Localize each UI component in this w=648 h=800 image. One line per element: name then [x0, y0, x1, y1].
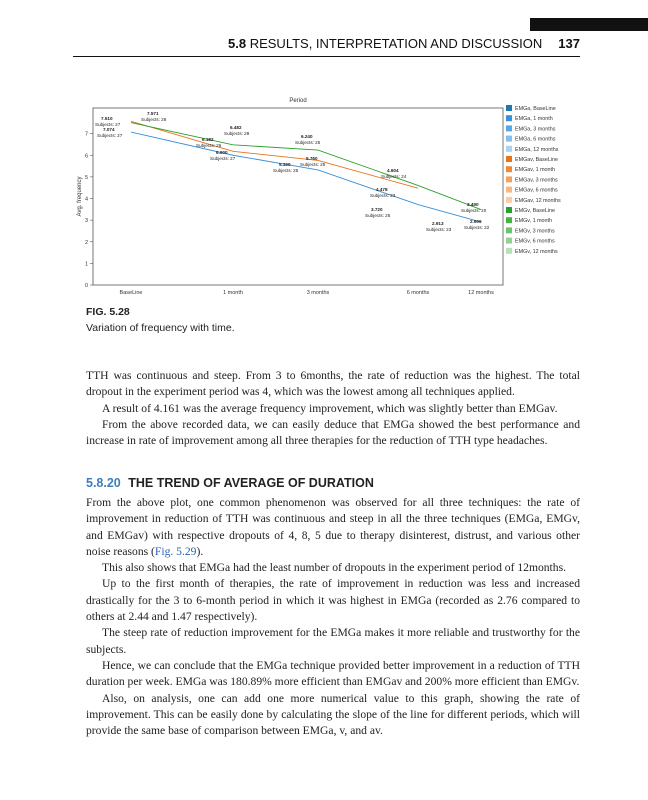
legend-entry: EMGav, BaseLine	[515, 157, 559, 163]
data-label-value: 6.000	[216, 150, 228, 155]
y-tick-label: 3	[84, 218, 88, 225]
legend-swatch	[506, 207, 512, 213]
y-tick-label: 4	[84, 196, 88, 203]
running-head	[228, 36, 580, 51]
legend-swatch	[506, 217, 512, 223]
section-heading	[86, 476, 374, 490]
data-label-value: 6.240	[301, 134, 313, 139]
data-label-subjects: Subjects: 22	[464, 225, 490, 230]
legend-swatch	[506, 238, 512, 244]
legend-entry: EMGv, 3 months	[515, 228, 555, 235]
x-tick-label: 12 months	[468, 290, 494, 296]
data-label-value: 7.074	[103, 127, 115, 132]
data-label-subjects: Subjects: 25	[273, 168, 299, 173]
data-label-subjects: Subjects: 23	[426, 227, 452, 232]
y-tick-label: 5	[84, 174, 88, 181]
data-label-subjects: Subjects: 24	[381, 174, 407, 179]
legend-entry: EMGa, 6 months	[515, 136, 556, 143]
figure-caption: Variation of frequency with time.	[86, 322, 235, 334]
running-head-title: 5.8 RESULTS, INTERPRETATION AND DISCUSSION	[228, 36, 543, 51]
data-label-value: 6.482	[230, 125, 242, 130]
y-tick-label: 7	[84, 131, 88, 138]
legend-entry: EMGav, 12 months	[515, 197, 561, 204]
legend-swatch	[506, 156, 512, 162]
data-label-value: 6.182	[202, 137, 214, 142]
legend-swatch	[506, 176, 512, 182]
legend-entry: EMGa, 1 month	[515, 116, 553, 123]
header-bar	[530, 18, 648, 31]
paragraph: This also shows that EMGa had the least number of dropouts in the experiment period of 12months.	[102, 561, 566, 575]
legend-swatch	[506, 187, 512, 193]
data-label-subjects: Subjects: 25	[365, 213, 391, 218]
legend-swatch	[506, 166, 512, 172]
legend-entry: EMGv, 1 month	[515, 218, 553, 225]
data-label-value: 2.909	[470, 219, 482, 224]
section-number: 5.8.20	[86, 476, 121, 490]
data-label-value: 2.913	[432, 221, 444, 226]
data-label-value: 5.320	[279, 162, 291, 167]
y-tick-label: 0	[84, 283, 88, 289]
x-tick-label: BaseLine	[119, 290, 143, 296]
legend-swatch	[506, 146, 512, 152]
paragraph: The steep rate of reduction improvement for the EMGa makes it more reliable and trustworthy for the subjects.	[86, 626, 580, 656]
x-tick-label: 3 months	[306, 290, 330, 296]
data-label-subjects: Subjects: 27	[210, 156, 236, 161]
data-label-subjects: Subjects: 20	[461, 208, 487, 213]
chart-title: Period	[289, 98, 307, 104]
x-tick-label: 1 month	[223, 290, 243, 296]
data-label-value: 3.490	[467, 202, 479, 207]
y-axis-label: Avg. frequency	[77, 176, 83, 217]
legend-entry: EMGav, 1 month	[515, 167, 556, 174]
paragraph: Hence, we can conclude that the EMGa technique provided better improvement in a reduction of TTH duration per week. EMGa was 180.89% more efficient than EMGav and 200% more efficient than EMGv.	[86, 658, 580, 689]
data-label-value: 3.720	[371, 207, 383, 212]
legend-swatch	[506, 197, 512, 203]
data-label-subjects: Subjects: 25	[300, 162, 326, 167]
legend-swatch	[506, 248, 512, 254]
legend-swatch	[506, 125, 512, 131]
legend-entry: EMGv, 6 months	[515, 238, 555, 245]
section-title: THE TREND OF AVERAGE OF DURATION	[128, 476, 374, 490]
body-text-top	[86, 368, 580, 449]
figure-reference-link[interactable]: Fig. 5.29	[154, 544, 197, 558]
y-tick-label: 2	[84, 239, 88, 246]
data-label-value: 5.760	[306, 156, 318, 161]
page-number: 137	[558, 36, 580, 51]
data-label-subjects: Subjects: 23	[370, 193, 396, 198]
data-label-subjects: Subjects: 26	[196, 143, 222, 148]
data-label-value: 7.510	[101, 116, 113, 121]
legend-entry: EMGav, 6 months	[515, 187, 558, 194]
legend-swatch	[506, 115, 512, 121]
data-label-value: 4.604	[387, 168, 399, 173]
y-tick-label: 1	[84, 261, 88, 268]
figure-label: FIG. 5.28	[86, 306, 130, 318]
legend-swatch	[506, 227, 512, 233]
data-label-subjects: Subjects: 27	[95, 122, 121, 127]
paragraph: Also, on analysis, one can add one more numerical value to this graph, showing the rate of improvement. This can be easily done by calculating the slope of the line for different periods, which will provide the same base of comparison between EMGa, v, and av.	[86, 691, 580, 738]
legend-entry: EMGa, 12 months	[515, 146, 559, 153]
paragraph: Up to the first month of therapies, the rate of improvement in reduction was less and increased drastically for the 3 to 6-month period in which it was highest in EMGa (recorded as 2.76 compared to others at 2.44 and 1.47 respectively).	[86, 577, 580, 624]
legend-swatch	[506, 136, 512, 142]
legend-entry: EMGa, 3 months	[515, 126, 556, 133]
data-label-subjects: Subjects: 27	[97, 133, 123, 138]
plot-frame	[93, 108, 503, 285]
legend-entry: EMGv, BaseLine	[515, 208, 556, 214]
data-label-value: 4.478	[376, 187, 388, 192]
legend-entry: EMGv, 12 months	[515, 248, 558, 255]
legend-entry: EMGav, 3 months	[515, 177, 558, 184]
paragraph: A result of 4.161 was the average frequency improvement, which was slightly better than EMGav.	[102, 401, 558, 415]
paragraph: From the above recorded data, we can easily deduce that EMGa showed the best performance and increase in rate of improvement among all three therapies for the reduction of TTH type headaches.	[86, 417, 580, 448]
frequency-chart	[73, 88, 580, 298]
paragraph: TTH was continuous and steep. From 3 to 6months, the rate of reduction was the highest. The total dropout in the experiment period was 4, which was the lowest among all techniques applied.	[86, 369, 580, 399]
header-rule	[73, 56, 580, 57]
paragraph: From the above plot, one common phenomenon was observed for all three techniques: the rate of improvement in reduction of TTH was continuous and steep in all the three techniques (EMGa, EMGv, and EMGav) with respective dropouts of 4, 8, 5 due to therapy disinterest, distrust, and various other noise reasons (Fig. 5.29).	[86, 496, 580, 558]
data-label-subjects: Subjects: 25	[295, 140, 321, 145]
legend-entry: EMGa, BaseLine	[515, 106, 556, 112]
body-text-bottom	[86, 495, 580, 739]
data-label-value: 7.571	[147, 111, 159, 116]
legend-swatch	[506, 105, 512, 111]
data-label-subjects: Subjects: 28	[141, 117, 167, 122]
x-tick-label: 6 months	[406, 290, 430, 296]
y-tick-label: 6	[84, 153, 88, 160]
data-label-subjects: Subjects: 28	[224, 131, 250, 136]
